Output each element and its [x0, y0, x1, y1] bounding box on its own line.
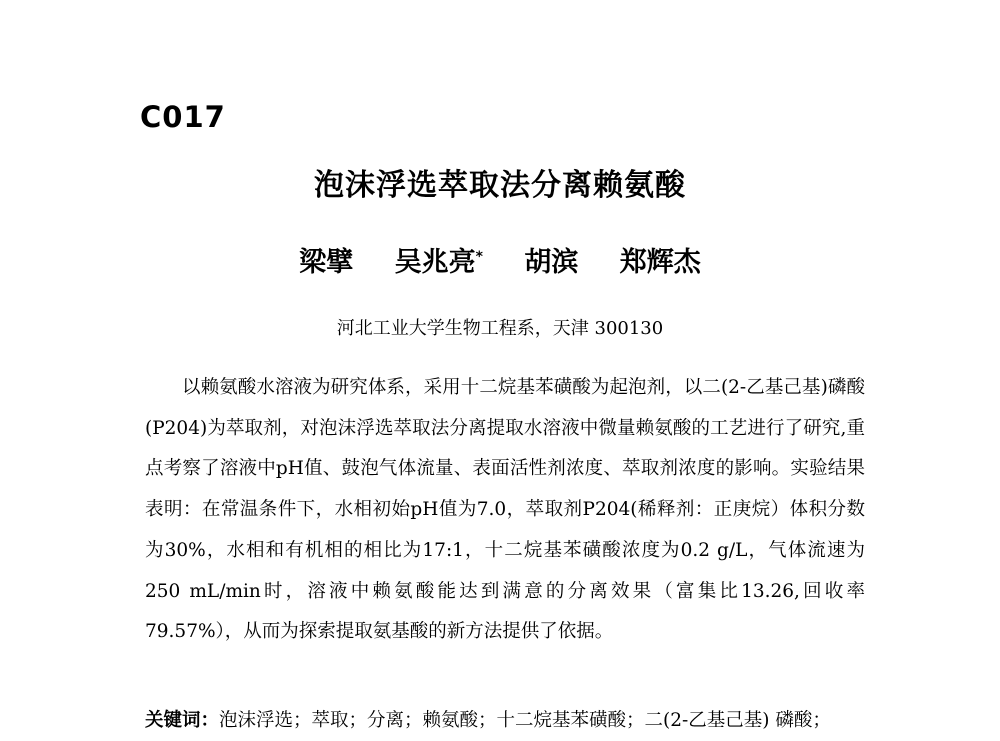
author-list: [0, 240, 1000, 279]
paper-title: 泡沫浮选萃取法分离赖氨酸: [314, 168, 686, 203]
author-name: 郑辉杰: [619, 247, 701, 278]
keywords-label: 关键词：: [145, 710, 220, 731]
author-name: 梁擘: [299, 247, 354, 278]
author-1: [299, 247, 353, 278]
author-name: 吴兆亮: [394, 247, 476, 278]
author-2: [395, 247, 483, 278]
author-name: 胡滨: [524, 247, 579, 278]
keywords-text: 泡沫浮选；萃取；分离；赖氨酸；十二烷基苯磺酸；二(2-乙基己基) 磷酸；: [219, 710, 831, 731]
affiliation: 河北工业大学生物工程系，天津 300130: [336, 318, 664, 339]
keywords-line: [145, 706, 885, 732]
author-3: [524, 247, 578, 278]
corresponding-author-mark: *: [475, 249, 483, 265]
paper-code: C017: [140, 100, 226, 134]
abstract-paragraph: 以赖氨酸水溶液为研究体系，采用十二烷基苯磺酸为起泡剂，以二(2-乙基己基)磷酸(P204)为萃取剂，对泡沫浮选萃取法分离提取水溶液中微量赖氨酸的工艺进行了研究,重点考察了溶液中pH值、鼓泡气体流量、表面活性剂浓度、萃取剂浓度的影响。实验结果表明：在常温条件下，水相初始pH值为7.0，萃取剂P204(稀释剂：正庚烷）体积分数为30%，水相和有机相的相比为17:1，十二烷基苯磺酸浓度为0.2 g/L，气体流速为250 mL/min时，溶液中赖氨酸能达到满意的分离效果（富集比13.26,回收率79.57%），从而为探索提取氨基酸的新方法提供了依据。: [145, 377, 865, 643]
author-4: [620, 247, 701, 278]
